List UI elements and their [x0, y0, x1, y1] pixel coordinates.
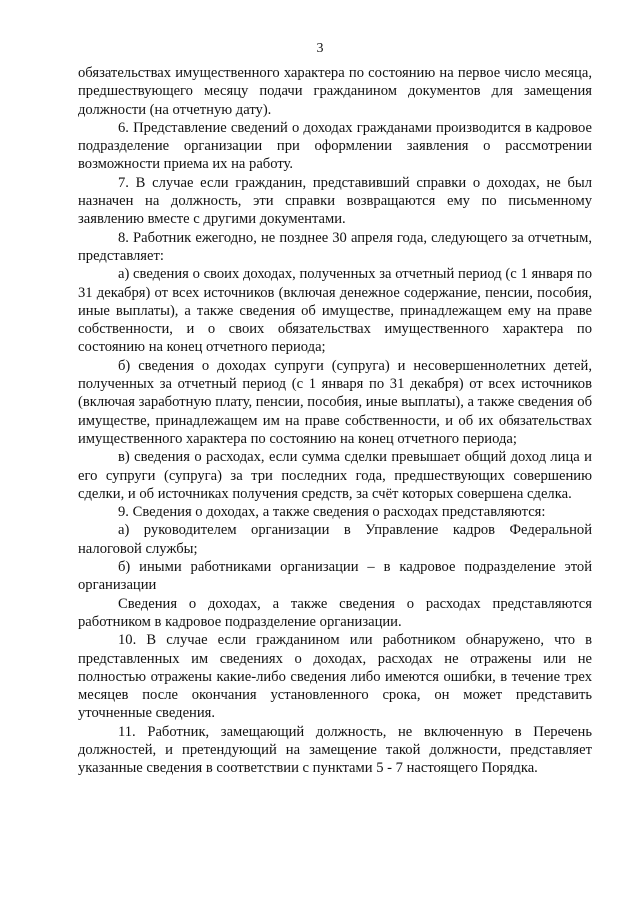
paragraph-item-8v: в) сведения о расходах, если сумма сделки превышает общий доход лица и его супруги (супруга) за три последних года, предшествующих совершению сделки, и об источниках получения средств, за счёт которых совершена сделка. — [78, 449, 592, 502]
paragraph-item-9: 9. Сведения о доходах, а также сведения о расходах представляются: — [118, 504, 546, 521]
page-number: 3 — [316, 41, 324, 56]
paragraph-item-7: 7. В случае если гражданин, представивший справки о доходах, не был назначен на должность, эти справки возвращаются ему по письменному заявлению вместе с другими документами. — [78, 174, 592, 228]
document-body — [78, 64, 592, 778]
paragraph-item-9-note: Сведения о доходах, а также сведения о расходах представляются работником в кадровое подразделение организации. — [78, 595, 592, 630]
paragraph-item-11: 11. Работник, замещающий должность, не включенную в Перечень должностей, и претендующий на замещение такой должности, представляет указанные сведения в соответствии с пунктами 5 - 7 настоящего Порядка. — [78, 723, 592, 777]
paragraph-item-9a: а) руководителем организации в Управление кадров Федеральной налоговой службы; — [78, 522, 592, 557]
paragraph-continuation: обязательствах имущественного характера по состоянию на первое число месяца, предшествующего месяцу подачи гражданином документов для замещения должности (на отчетную дату). — [78, 65, 592, 118]
paragraph-item-8a: а) сведения о своих доходах, полученных за отчетный период (с 1 января по 31 декабря) от всех источников (включая денежное содержание, пенсии, пособия, иные выплаты), а также сведения об имуществе, принадлежащем ему на праве собственности, и о своих обязательствах имущественного характера по состоянию на конец отчетного периода; — [78, 266, 592, 356]
paragraph-item-6: 6. Представление сведений о доходах гражданами производится в кадровое подразделение организации при оформлении заявления о рассмотрении возможности приема их на работу. — [78, 119, 592, 173]
paragraph-item-8: 8. Работник ежегодно, не позднее 30 апреля года, следующего за отчетным, представляет: — [78, 229, 592, 264]
paragraph-item-9b: б) иными работниками организации – в кадровое подразделение этой организации — [78, 559, 592, 594]
paragraph-item-8b: б) сведения о доходах супруги (супруга) и несовершеннолетних детей, полученных за отчетный период (с 1 января по 31 декабря) от всех источников (включая заработную плату, пенсии, пособия, иные выплаты), а также сведения об имуществе, принадлежащем им на праве собственности, и об их обязательствах имущественного характера по состоянию на конец отчетного периода; — [78, 357, 592, 447]
paragraph-item-10: 10. В случае если гражданином или работником обнаружено, что в представленных им сведениях о доходах, расходах не отражены или не полностью отражены какие-либо сведения либо имеются ошибки, в течение трех месяцев после окончания установленного срока, он может представить уточненные сведения. — [78, 632, 592, 722]
